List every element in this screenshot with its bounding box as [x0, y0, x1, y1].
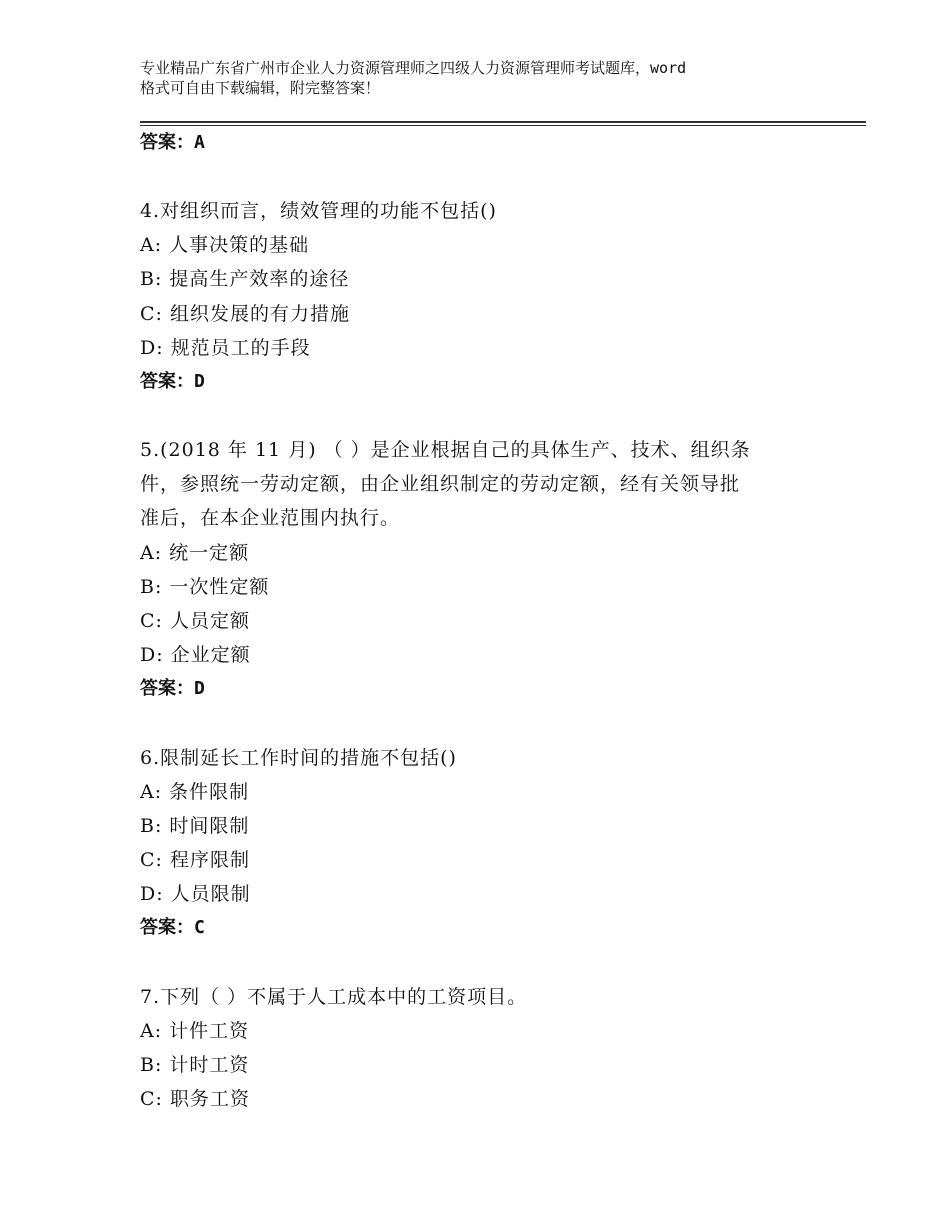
question-4-option-a: A: 人事决策的基础 [140, 234, 310, 256]
question-4-option-c: C: 组织发展的有力措施 [140, 303, 350, 325]
header-rule-thick [140, 121, 866, 123]
header-line-2: 格式可自由下载编辑，附完整答案！ [140, 79, 381, 97]
question-6-stem: 6.限制延长工作时间的措施不包括() [140, 747, 457, 769]
question-5-stem-line-3: 准后，在本企业范围内执行。 [140, 507, 401, 529]
question-4-option-d: D: 规范员工的手段 [140, 337, 311, 359]
question-7-option-a: A: 计件工资 [140, 1020, 250, 1042]
question-4-answer: 答案：D [140, 371, 205, 392]
question-6-option-a: A: 条件限制 [140, 781, 250, 803]
question-7-option-c: C: 职务工资 [140, 1088, 250, 1110]
question-5-stem-line-2: 件，参照统一劳动定额，由企业组织制定的劳动定额，经有关领导批 [140, 473, 741, 495]
question-6-option-c: C: 程序限制 [140, 849, 250, 871]
question-5-stem-line-1: 5.(2018 年 11 月) （ ）是企业根据自己的具体生产、技术、组织条 [140, 439, 751, 461]
question-6-option-b: B: 时间限制 [140, 815, 250, 837]
question-6-answer: 答案：C [140, 917, 205, 938]
answer-previous: 答案：A [140, 132, 205, 153]
document-header [140, 58, 820, 98]
question-6-option-d: D: 人员限制 [140, 883, 251, 905]
question-5-option-d: D: 企业定额 [140, 644, 251, 666]
header-line-1: 专业精品广东省广州市企业人力资源管理师之四级人力资源管理师考试题库，word [140, 59, 687, 77]
question-5-option-b: B: 一次性定额 [140, 576, 270, 598]
question-5-option-a: A: 统一定额 [140, 542, 250, 564]
question-5-option-c: C: 人员定额 [140, 610, 250, 632]
question-7-stem: 7.下列（ ）不属于人工成本中的工资项目。 [140, 986, 528, 1008]
header-rule-thin [140, 125, 866, 126]
question-5-answer: 答案：D [140, 678, 205, 699]
question-4-stem: 4.对组织而言，绩效管理的功能不包括() [140, 200, 497, 222]
question-4-option-b: B: 提高生产效率的途径 [140, 268, 350, 290]
question-7-option-b: B: 计时工资 [140, 1054, 250, 1076]
